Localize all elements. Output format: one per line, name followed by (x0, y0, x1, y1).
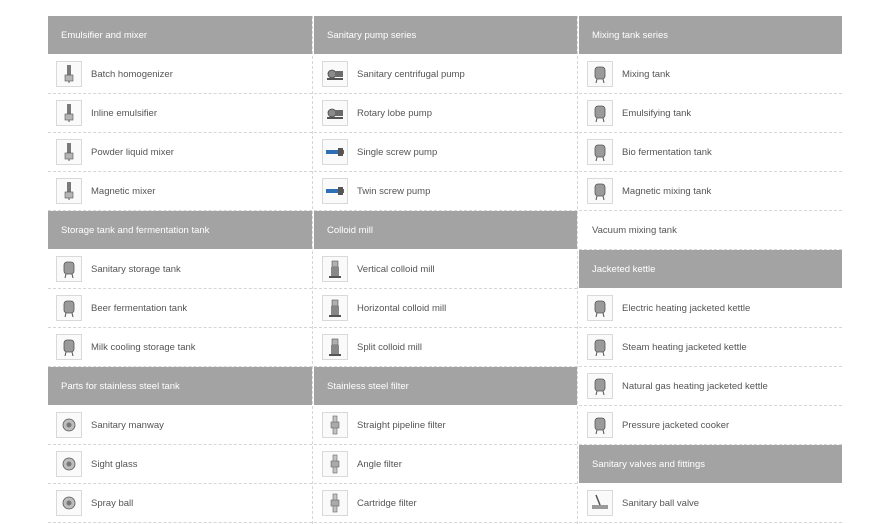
menu-item[interactable] (314, 94, 577, 133)
inline-emulsifier-icon (56, 100, 82, 126)
menu-item[interactable] (314, 484, 577, 523)
gas-kettle-icon (587, 373, 613, 399)
menu-item[interactable] (48, 289, 312, 328)
menu-item[interactable] (314, 328, 577, 367)
menu-item[interactable] (48, 406, 312, 445)
menu-item-label: Twin screw pump (357, 185, 431, 197)
menu-item-label: Natural gas heating jacketed kettle (622, 380, 768, 392)
single-screw-pump-icon (322, 139, 348, 165)
menu-item[interactable] (48, 133, 312, 172)
menu-item[interactable] (314, 55, 577, 94)
fermentation-tank-icon (56, 295, 82, 321)
menu-item[interactable] (579, 133, 842, 172)
category-header[interactable]: Parts for stainless steel tank (48, 367, 312, 406)
menu-item-label: Angle filter (357, 458, 402, 470)
menu-column (313, 16, 578, 524)
mixing-tank-icon (587, 61, 613, 87)
menu-item-label: Inline emulsifier (91, 107, 157, 119)
ball-valve-icon (587, 490, 613, 516)
menu-item[interactable] (314, 445, 577, 484)
menu-item[interactable] (48, 328, 312, 367)
menu-item[interactable] (48, 172, 312, 211)
menu-item[interactable] (314, 133, 577, 172)
menu-item[interactable] (48, 55, 312, 94)
magnetic-mixer-icon (56, 178, 82, 204)
category-header[interactable]: Sanitary pump series (314, 16, 577, 55)
twin-screw-pump-icon (322, 178, 348, 204)
menu-item-label: Spray ball (91, 497, 134, 509)
menu-item-label: Vertical colloid mill (357, 263, 435, 275)
menu-item-label: Sanitary ball valve (622, 497, 700, 509)
cartridge-filter-icon (322, 490, 348, 516)
menu-item[interactable] (314, 172, 577, 211)
menu-item-label: Horizontal colloid mill (357, 302, 447, 314)
menu-item-link[interactable]: Vacuum mixing tank (579, 211, 842, 250)
menu-item[interactable] (579, 289, 842, 328)
category-header[interactable]: Storage tank and fermentation tank (48, 211, 312, 250)
magnetic-mixing-tank-icon (587, 178, 613, 204)
menu-item[interactable] (314, 289, 577, 328)
category-header[interactable]: Emulsifier and mixer (48, 16, 312, 55)
spray-ball-icon (56, 490, 82, 516)
menu-item-label: Electric heating jacketed kettle (622, 302, 751, 314)
menu-item[interactable] (579, 406, 842, 445)
menu-item[interactable] (579, 55, 842, 94)
category-header[interactable]: Colloid mill (314, 211, 577, 250)
menu-item-label: Sanitary manway (91, 419, 164, 431)
angle-filter-icon (322, 451, 348, 477)
menu-item-label: Pressure jacketed cooker (622, 419, 730, 431)
menu-item-label: Rotary lobe pump (357, 107, 432, 119)
vertical-colloid-mill-icon (322, 256, 348, 282)
menu-item-label: Cartridge filter (357, 497, 417, 509)
menu-item-label: Powder liquid mixer (91, 146, 174, 158)
category-header[interactable]: Sanitary valves and fittings (579, 445, 842, 484)
menu-item-label: Sight glass (91, 458, 138, 470)
split-colloid-mill-icon (322, 334, 348, 360)
menu-item-label: Mixing tank (622, 68, 671, 80)
menu-item-label: Emulsifying tank (622, 107, 692, 119)
menu-item[interactable] (48, 250, 312, 289)
menu-item[interactable] (314, 250, 577, 289)
sight-glass-icon (56, 451, 82, 477)
menu-item-label: Sanitary storage tank (91, 263, 181, 275)
category-header[interactable]: Stainless steel filter (314, 367, 577, 406)
manway-icon (56, 412, 82, 438)
electric-kettle-icon (587, 295, 613, 321)
pipeline-filter-icon (322, 412, 348, 438)
emulsifying-tank-icon (587, 100, 613, 126)
menu-item-label: Split colloid mill (357, 341, 422, 353)
menu-item[interactable] (579, 94, 842, 133)
horizontal-colloid-mill-icon (322, 295, 348, 321)
bio-fermentation-tank-icon (587, 139, 613, 165)
batch-homogenizer-icon (56, 61, 82, 87)
menu-item-label: Single screw pump (357, 146, 438, 158)
menu-column (48, 16, 313, 524)
menu-item[interactable] (579, 328, 842, 367)
centrifugal-pump-icon (322, 61, 348, 87)
menu-item-label: Bio fermentation tank (622, 146, 712, 158)
menu-item[interactable] (579, 172, 842, 211)
powder-liquid-mixer-icon (56, 139, 82, 165)
rotary-lobe-pump-icon (322, 100, 348, 126)
product-category-menu (48, 16, 839, 524)
menu-item-label: Milk cooling storage tank (91, 341, 196, 353)
menu-item[interactable] (579, 367, 842, 406)
menu-item[interactable] (48, 94, 312, 133)
pressure-cooker-icon (587, 412, 613, 438)
menu-item[interactable] (579, 484, 842, 523)
milk-cooling-tank-icon (56, 334, 82, 360)
menu-item-label: Beer fermentation tank (91, 302, 188, 314)
menu-item-label: Straight pipeline filter (357, 419, 446, 431)
category-header[interactable]: Mixing tank series (579, 16, 842, 55)
menu-item-label: Magnetic mixer (91, 185, 156, 197)
menu-column (578, 16, 842, 524)
menu-item-label: Steam heating jacketed kettle (622, 341, 747, 353)
menu-item[interactable] (48, 484, 312, 523)
menu-item[interactable] (48, 445, 312, 484)
menu-item-label: Batch homogenizer (91, 68, 173, 80)
menu-item-label: Sanitary centrifugal pump (357, 68, 465, 80)
category-header[interactable]: Jacketed kettle (579, 250, 842, 289)
menu-item[interactable] (314, 406, 577, 445)
storage-tank-icon (56, 256, 82, 282)
steam-kettle-icon (587, 334, 613, 360)
menu-item-label: Magnetic mixing tank (622, 185, 712, 197)
